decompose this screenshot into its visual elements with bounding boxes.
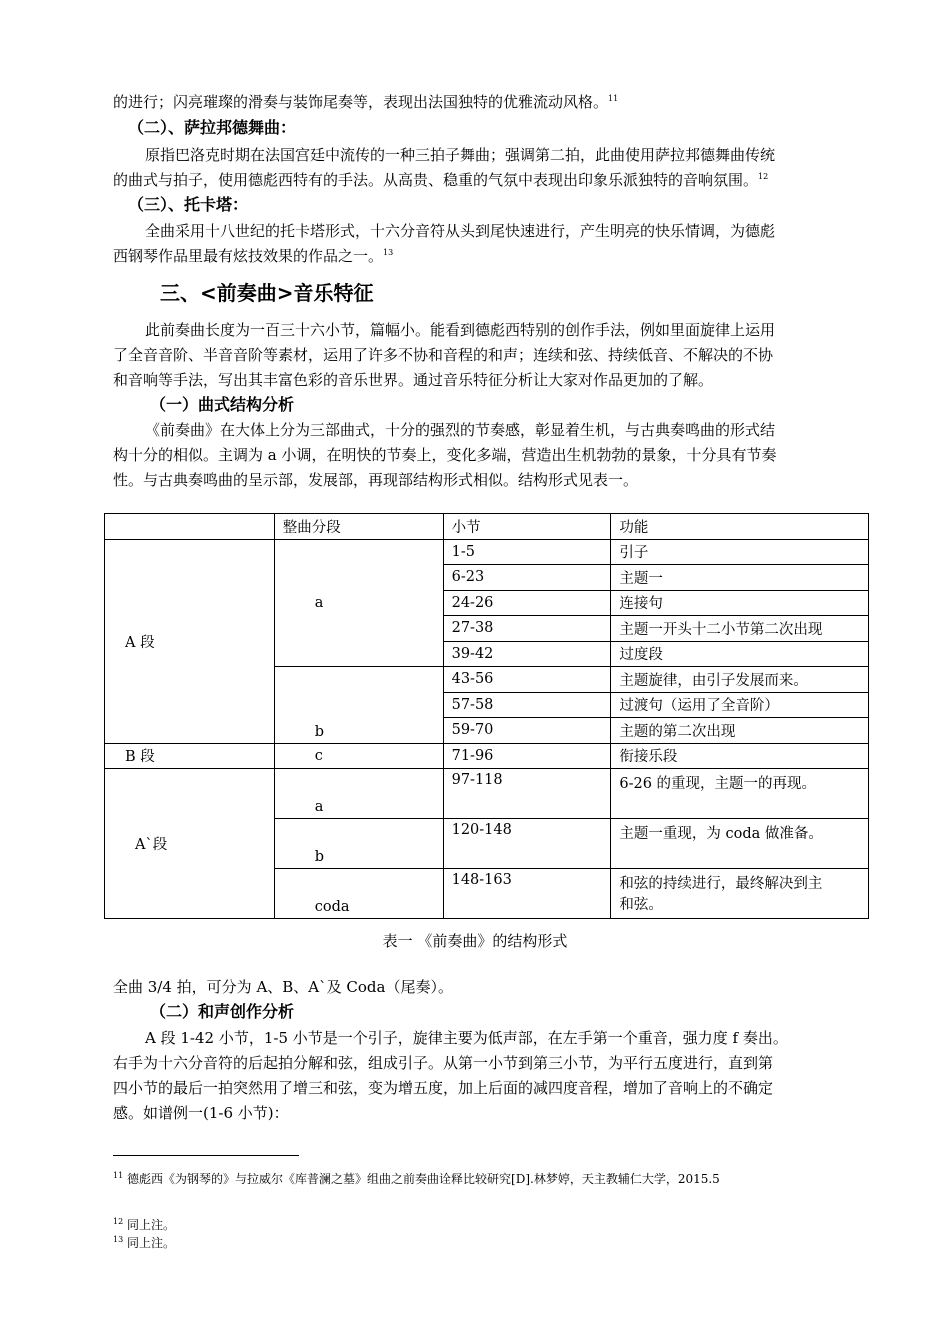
table-caption: 表一 《前奏曲》的结构形式 xyxy=(382,932,568,950)
bars-cell: 97-118 xyxy=(443,769,611,819)
bars-cell: 1-5 xyxy=(443,539,611,565)
function-cell: 过度段 xyxy=(611,641,869,667)
paragraph-line: 右手为十六分音符的后起拍分解和弦，组成引子。从第一小节到第三小节，为平行五度进行，直到第 xyxy=(113,1054,774,1072)
bars-cell: 43-56 xyxy=(443,667,611,693)
function-cell: 主题一 xyxy=(611,565,869,591)
paragraph-line: A 段 1-42 小节，1-5 小节是一个引子，旋律主要为低声部，在左手第一个重音，强力度 f 奏出。 xyxy=(145,1029,788,1047)
footnote-ref[interactable]: 13 xyxy=(383,248,394,257)
subsection-cell: b xyxy=(274,667,443,744)
section-heading: 三、<前奏曲>音乐特征 xyxy=(160,281,374,305)
subheading-form: （一）曲式结构分析 xyxy=(150,395,295,414)
subsection-cell: a xyxy=(274,539,443,667)
paragraph-line: 的进行；闪亮璀璨的滑奏与装饰尾奏等，表现出法国独特的优雅流动风格。$^{11}$ xyxy=(113,93,619,111)
footnote-ref[interactable]: 12 xyxy=(758,172,769,181)
footnote-divider xyxy=(113,1155,299,1156)
function-cell: 主题一重现，为 coda 做准备。 xyxy=(611,819,869,869)
table-header: 整曲分段 xyxy=(274,514,443,540)
section-cell: A`段 xyxy=(105,769,275,919)
function-cell: 过渡句（运用了全音阶） xyxy=(611,692,869,718)
paragraph-line: 和音响等手法，写出其丰富色彩的音乐世界。通过音乐特征分析让大家对作品更加的了解。 xyxy=(113,371,714,389)
table-header: 小节 xyxy=(443,514,611,540)
paragraph-line: 原指巴洛克时期在法国宫廷中流传的一种三拍子舞曲；强调第二拍，此曲使用萨拉邦德舞曲传统 xyxy=(145,146,776,164)
table-header: 功能 xyxy=(611,514,869,540)
bars-cell: 148-163 xyxy=(443,869,611,919)
bars-cell: 57-58 xyxy=(443,692,611,718)
footnote: $^{12}$ 同上注。 xyxy=(113,1217,176,1232)
footnote-ref[interactable]: 11 xyxy=(608,94,619,103)
subheading-sarabande: （二）、萨拉邦德舞曲： xyxy=(128,118,297,137)
bars-cell: 59-70 xyxy=(443,718,611,744)
bars-cell: 120-148 xyxy=(443,819,611,869)
paragraph-line: 构十分的相似。主调为 a 小调，在明快的节奏上，变化多端，营造出生机勃勃的景象，十分具有节奏 xyxy=(113,446,777,464)
function-cell: 引子 xyxy=(611,539,869,565)
paragraph-line: 的曲式与拍子，使用德彪西特有的手法。从高贵、稳重的气氛中表现出印象乐派独特的音响氛围。$^{12}$ xyxy=(113,171,769,189)
function-cell: 衔接乐段 xyxy=(611,743,869,769)
paragraph-line: 《前奏曲》在大体上分为三部曲式，十分的强烈的节奏感，彰显着生机，与古典奏鸣曲的形式结 xyxy=(145,421,776,439)
structure-table xyxy=(104,513,869,919)
function-cell: 主题的第二次出现 xyxy=(611,718,869,744)
table-header-row xyxy=(105,514,869,540)
footnote: $^{13}$ 同上注。 xyxy=(113,1235,176,1250)
function-cell: 主题一开头十二小节第二次出现 xyxy=(611,616,869,642)
bars-cell: 27-38 xyxy=(443,616,611,642)
subsection-cell: b xyxy=(274,819,443,869)
table-row xyxy=(105,539,869,565)
footnote: $^{11}$ 德彪西《为钢琴的》与拉威尔《库普澜之墓》组曲之前奏曲诠释比较研究[D].林梦婷，天主教辅仁大学，2015.5 xyxy=(113,1171,720,1186)
subsection-cell: coda xyxy=(274,869,443,919)
subheading-toccata: （三）、托卡塔： xyxy=(128,195,249,214)
section-cell: A 段 xyxy=(105,539,275,743)
paragraph-line: 了全音音阶、半音音阶等素材，运用了许多不协和音程的和声；连续和弦、持续低音、不解决的不协 xyxy=(113,346,774,364)
section-cell: B 段 xyxy=(105,743,275,769)
paragraph-line: 此前奏曲长度为一百三十六小节，篇幅小。能看到德彪西特别的创作手法，例如里面旋律上运用 xyxy=(145,321,776,339)
paragraph-line: 全曲 3/4 拍，可分为 A、B、A`及 Coda（尾奏）。 xyxy=(113,978,453,996)
function-cell: 主题旋律，由引子发展而来。 xyxy=(611,667,869,693)
bars-cell: 39-42 xyxy=(443,641,611,667)
bars-cell: 71-96 xyxy=(443,743,611,769)
subheading-harmony: （二）和声创作分析 xyxy=(150,1002,295,1021)
paragraph-line: 全曲采用十八世纪的托卡塔形式，十六分音符从头到尾快速进行，产生明亮的快乐情调，为德彪 xyxy=(145,222,776,240)
subsection-cell: c xyxy=(274,743,443,769)
bars-cell: 6-23 xyxy=(443,565,611,591)
function-cell: 和弦的持续进行，最终解决到主 和弦。 xyxy=(611,869,869,919)
paragraph-line: 西钢琴作品里最有炫技效果的作品之一。$^{13}$ xyxy=(113,247,394,265)
paragraph-line: 四小节的最后一拍突然用了增三和弦，变为增五度，加上后面的减四度音程，增加了音响上的不确定 xyxy=(113,1079,774,1097)
table-row xyxy=(105,769,869,819)
table-row xyxy=(105,743,869,769)
bars-cell: 24-26 xyxy=(443,590,611,616)
subsection-cell: a xyxy=(274,769,443,819)
paragraph-line: 性。与古典奏鸣曲的呈示部，发展部，再现部结构形式相似。结构形式见表一。 xyxy=(113,471,639,489)
paragraph-line: 感。如谱例一(1-6 小节)： xyxy=(113,1104,289,1122)
table-header xyxy=(105,514,275,540)
function-cell: 6-26 的重现，主题一的再现。 xyxy=(611,769,869,819)
function-cell: 连接句 xyxy=(611,590,869,616)
